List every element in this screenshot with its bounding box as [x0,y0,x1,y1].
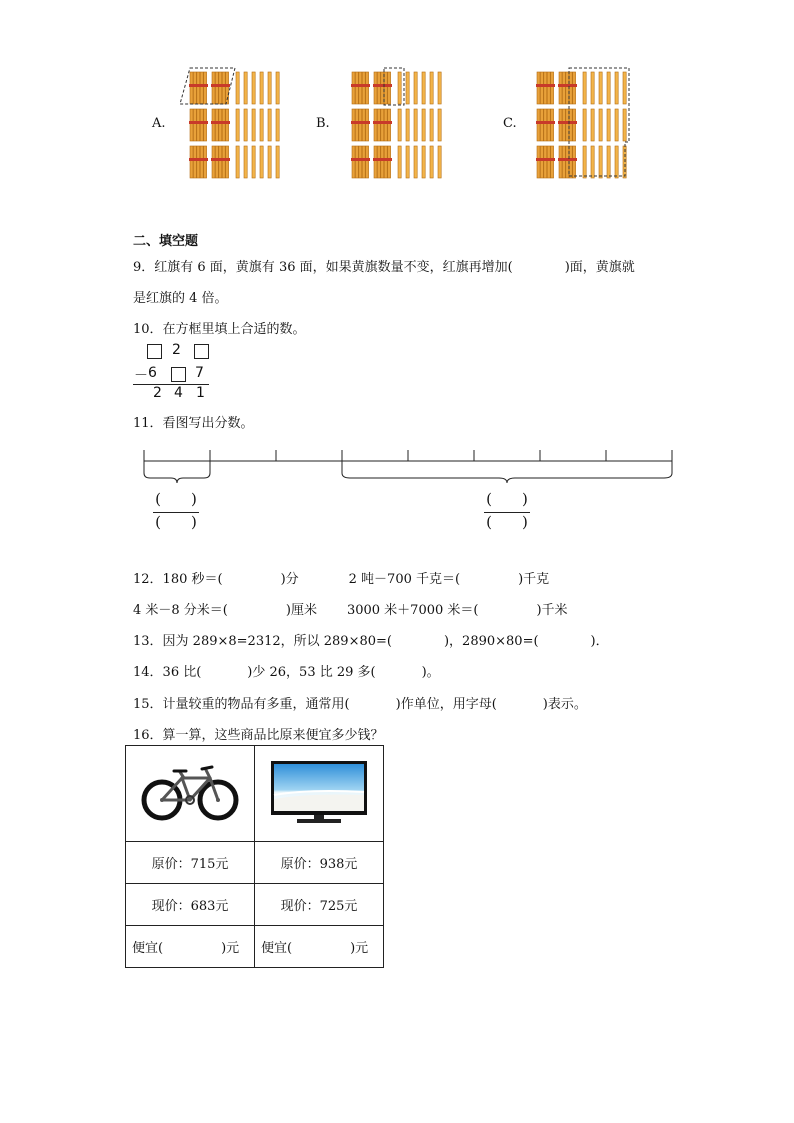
option-b-sticks-figure [340,66,450,178]
single-stick [244,109,247,141]
single-stick [252,109,255,141]
q9-text-b: )面，黄旗就 [564,260,635,275]
question-13 [133,630,609,649]
single-stick [406,72,409,104]
question-15 [133,693,587,712]
q15-text-a: 15．计量较重的物品有多重，通常用( [133,697,350,712]
single-stick [414,72,417,104]
option-a-sticks-figure [178,66,288,178]
q12-a-unit: )分 [280,572,299,587]
stick-bundle [373,146,392,178]
single-stick [599,109,602,141]
bike-original-price: 原价：715元 [126,842,255,884]
option-c-sticks-figure [525,66,635,178]
subtrahend-hundreds-digit: 6 [148,365,157,381]
question-9-line2: 是红旗的 4 倍。 [133,291,228,306]
tv-image [269,759,369,825]
paren-close: ) [522,490,528,508]
tv-current-price: 现价：725元 [255,884,384,926]
single-stick [414,146,417,178]
stick-bundle [351,72,370,104]
single-stick [438,72,441,104]
single-stick [422,146,425,178]
tv-original-price: 原价：938元 [255,842,384,884]
top-tens-digit: 2 [172,342,181,358]
single-stick [422,72,425,104]
single-stick [607,146,610,178]
q14-text-c: )。 [421,665,440,680]
tv-cheaper-unit: )元 [350,941,369,956]
question-12-row2 [133,599,568,618]
single-stick [607,72,610,104]
stick-bundle [558,72,577,104]
single-stick [591,146,594,178]
single-stick [276,72,279,104]
single-stick [260,72,263,104]
single-stick [268,146,271,178]
bike-cheaper [126,926,255,968]
single-stick [236,109,239,141]
q9-text-a: 9．红旗有 6 面，黄旗有 36 面，如果黄旗数量不变，红旗再增加( [133,260,513,275]
stick-bundle [373,72,392,104]
single-stick [583,109,586,141]
single-stick [615,109,618,141]
stick-bundle [536,146,555,178]
paren-open: ( [486,490,492,508]
single-stick [398,109,401,141]
single-stick [430,146,433,178]
single-stick [599,146,602,178]
option-b-label: B. [316,116,330,131]
single-stick [615,146,618,178]
single-stick [591,109,594,141]
single-stick [607,109,610,141]
stick-bundle [211,109,230,141]
tv-cheaper-text: 便宜( [261,941,293,956]
q13-text-a: 13．因为 289×8=2312，所以 289×80=( [133,634,392,649]
bike-current-price: 现价：683元 [126,884,255,926]
single-stick [583,146,586,178]
q15-text-b: )作单位，用字母( [395,697,497,712]
q12-c-unit: )厘米 [285,603,317,618]
single-stick [252,146,255,178]
paren-open: ( [486,513,492,531]
single-stick [406,146,409,178]
single-stick [252,72,255,104]
stick-bundle [558,109,577,141]
q12-b-text: 2 吨－700 千克＝( [348,572,461,587]
q12-d-text: 3000 米＋7000 米＝( [346,603,479,618]
q13-text-c: )． [590,634,609,649]
option-a-label: A. [152,116,166,131]
paren-close: ) [191,513,197,531]
single-stick [583,72,586,104]
single-stick [623,72,626,104]
question-10-text: 10．在方框里填上合适的数。 [133,322,306,337]
single-stick [268,72,271,104]
single-stick [244,72,247,104]
single-stick [422,109,425,141]
section-heading: 二、填空题 [133,234,199,249]
bike-cheaper-unit: )元 [221,941,240,956]
stick-bundle [189,146,208,178]
single-stick [236,146,239,178]
q14-text-a: 14．36 比( [133,665,202,680]
result-digit-1: 2 [153,385,162,401]
question-9-line1 [133,256,635,275]
bike-cheaper-text: 便宜( [132,941,164,956]
bicycle-cell [126,746,255,842]
paren-open: ( [155,490,161,508]
stick-bundle [211,146,230,178]
single-stick [438,146,441,178]
stick-bundle [536,109,555,141]
single-stick [591,72,594,104]
q12-c-text: 4 米－8 分米＝( [133,603,228,618]
option-c-label: C. [503,116,517,131]
single-stick [430,72,433,104]
single-stick [430,109,433,141]
subtrahend-ones-digit: 7 [195,365,204,381]
single-stick [599,72,602,104]
single-stick [268,109,271,141]
blank-box-hundreds-top[interactable] [147,344,162,359]
goods-table [125,745,384,968]
tv-cheaper [255,926,384,968]
result-digit-2: 4 [174,385,183,401]
paren-open: ( [155,513,161,531]
stick-bundle [558,146,577,178]
question-14 [133,661,440,680]
stick-bundle [351,146,370,178]
q13-text-b: )，2890×80=( [443,634,539,649]
q12-d-unit: )千米 [536,603,568,618]
single-stick [623,109,626,141]
stick-bundle [189,72,208,104]
question-11-text: 11．看图写出分数。 [133,416,254,431]
blank-box-tens-mid[interactable] [171,367,186,382]
single-stick [276,109,279,141]
bicycle-image [140,760,240,824]
result-digit-3: 1 [196,385,205,401]
question-16-text: 16．算一算，这些商品比原来便宜多少钱？ [133,728,384,743]
single-stick [414,109,417,141]
minus-sign: － [134,368,148,384]
single-stick [398,146,401,178]
single-stick [438,109,441,141]
stick-bundle [189,109,208,141]
single-stick [260,146,263,178]
q12-b-unit: )千克 [518,572,550,587]
single-stick [276,146,279,178]
single-stick [260,109,263,141]
paren-close: ) [522,513,528,531]
paren-close: ) [191,490,197,508]
q14-text-b: )少 26，53 比 29 多( [247,665,376,680]
q15-text-c: )表示。 [542,697,587,712]
blank-box-ones-top[interactable] [194,344,209,359]
q12-a-text: 12．180 秒＝( [133,572,223,587]
single-stick [398,72,401,104]
stick-bundle [351,109,370,141]
stick-bundle [373,109,392,141]
segment-line-diagram [140,445,680,485]
single-stick [615,72,618,104]
single-stick [236,72,239,104]
tv-cell [255,746,384,842]
single-stick [406,109,409,141]
stick-bundle [536,72,555,104]
question-12-row1 [133,568,549,587]
single-stick [244,146,247,178]
